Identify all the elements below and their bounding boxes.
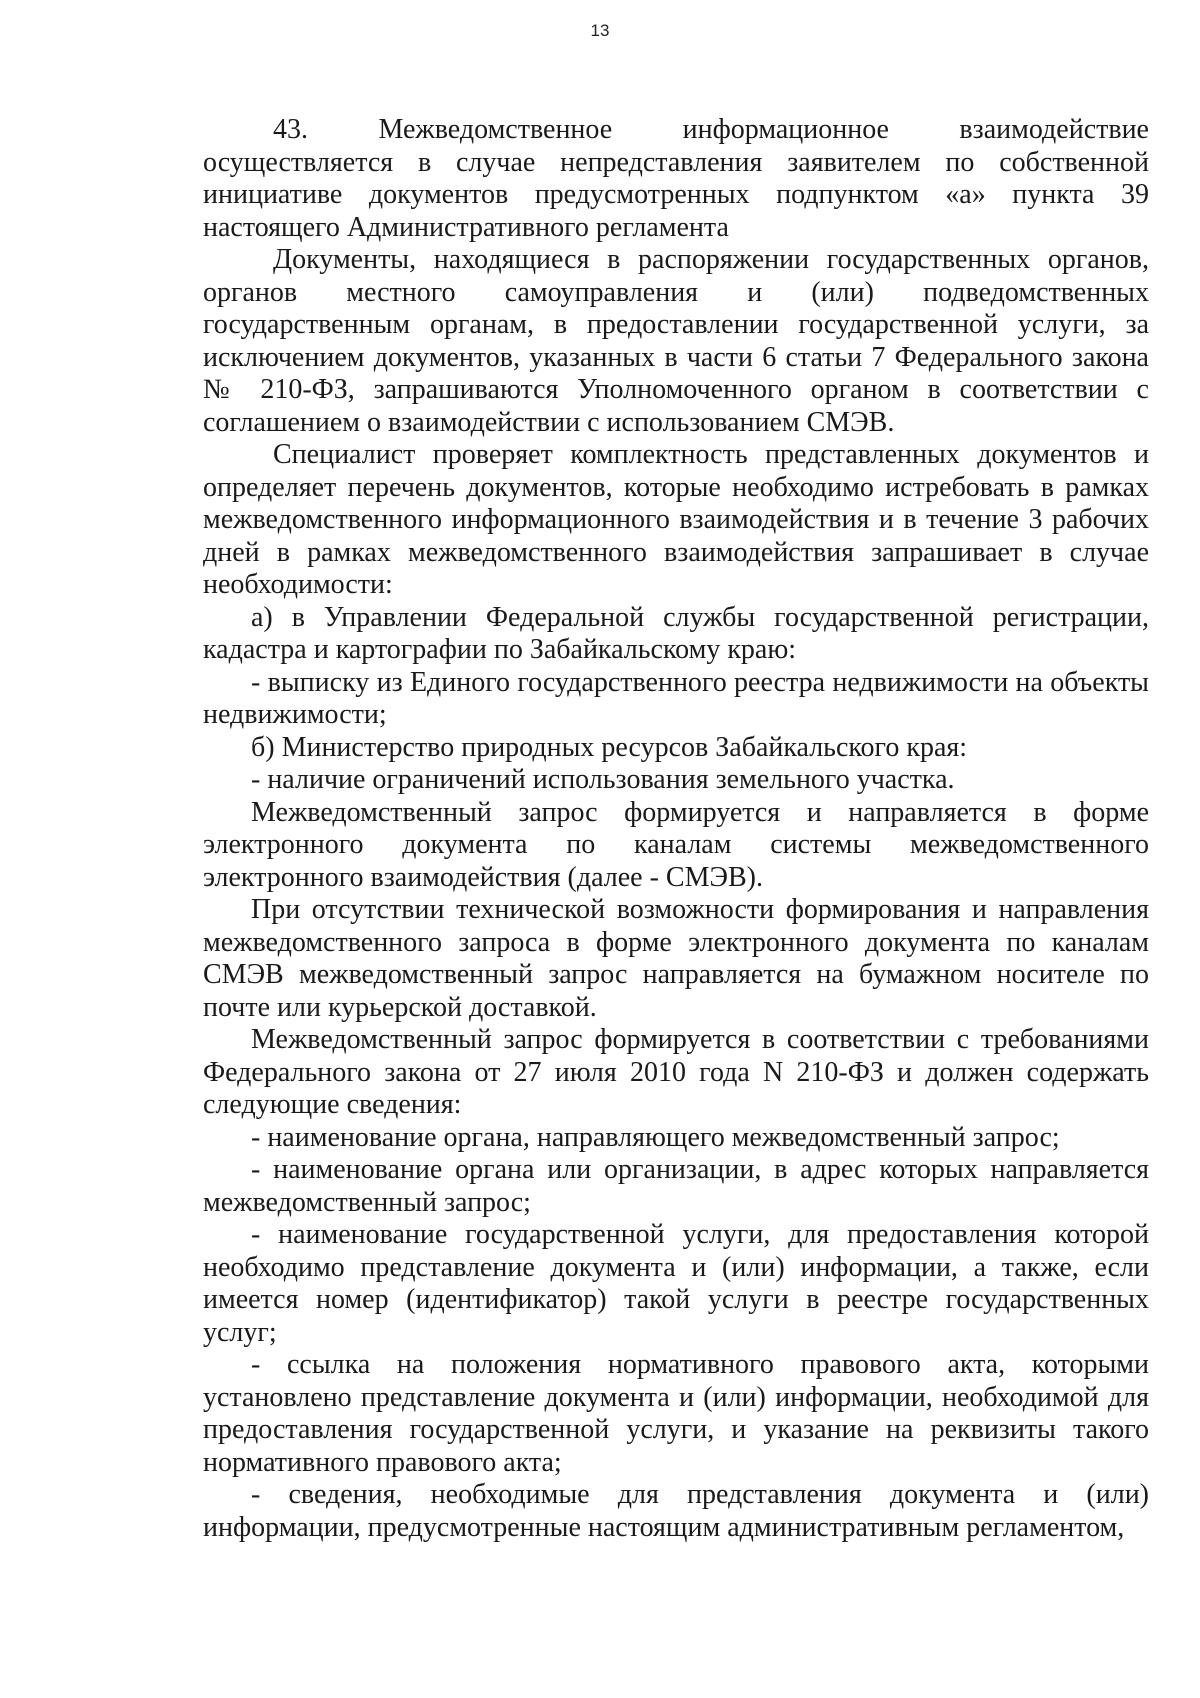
page-number: 13: [590, 21, 610, 40]
list-item-organ-name: - наименование органа, направляющего межведомственный запрос;: [251, 1121, 1060, 1153]
paragraph-request-requirements: Межведомственный запрос формируется в соответствии с требованиями Федерального закона от 27 июля 2010 года N 210-ФЗ и должен содержать следующие сведения:: [203, 1024, 1149, 1120]
list-item-legal-reference: - ссылка на положения нормативного правового акта, которыми установлено представление документа и (или) информации, необходимой для предоставления государственной услуги, и указание на реквизиты такого нормативного правового акта;: [203, 1349, 1149, 1478]
document-body: [203, 114, 1149, 1544]
list-item-recipient-name: - наименование органа или организации, в адрес которых направляется межведомственный запрос;: [203, 1154, 1149, 1218]
paragraph-43-intro: 43. Межведомственное информационное взаимодействие осуществляется в случае непредставления заявителем по собственной инициативе документов предусмотренных подпунктом «а» пункта 39 настоящего Административного регламента: [203, 114, 1149, 243]
list-item-extract: - выписку из Единого государственного реестра недвижимости на объекты недвижимости;: [203, 666, 1149, 730]
paragraph-request-form: Межведомственный запрос формируется и направляется в форме электронного документа по каналам системы межведомственного электронного взаимодействия (далее - СМЭВ).: [203, 796, 1149, 893]
list-item-required-info: - сведения, необходимые для представления документа и (или) информации, предусмотренные настоящим административным регламентом,: [203, 1479, 1149, 1543]
list-item-a: а) в Управлении Федеральной службы государственной регистрации, кадастра и картографии по Забайкальскому краю:: [203, 601, 1149, 665]
paragraph-specialist-check: Специалист проверяет комплектность представленных документов и определяет перечень документов, которые необходимо истребовать в рамках межведомственного информационного взаимодействия и в течение 3 рабочих дней в рамках межведомственного взаимодействия запрашивает в случае необходимости:: [203, 439, 1149, 600]
list-item-b: б) Министерство природных ресурсов Забайкальского края:: [251, 731, 968, 763]
list-item-service-name: - наименование государственной услуги, для предоставления которой необходимо представление документа и (или) информации, а также, если имеется номер (идентификатор) такой услуги в реестре государственных услуг;: [203, 1219, 1149, 1348]
paragraph-documents-request: Документы, находящиеся в распоряжении государственных органов, органов местного самоуправления и (или) подведомственных государственным органам, в предоставлении государственной услуги, за исключением документов, указанных в части 6 статьи 7 Федерального закона № 210-ФЗ, запрашиваются Уполномоченного органом в соответствии с соглашением о взаимодействии с использованием СМЭВ.: [203, 244, 1149, 438]
list-item-restrictions: - наличие ограничений использования земельного участка.: [251, 764, 955, 795]
paragraph-paper-request: При отсутствии технической возможности формирования и направления межведомственного запроса в форме электронного документа по каналам СМЭВ межведомственный запрос направляется на бумажном носителе по почте или курьерской доставкой.: [203, 894, 1149, 1023]
